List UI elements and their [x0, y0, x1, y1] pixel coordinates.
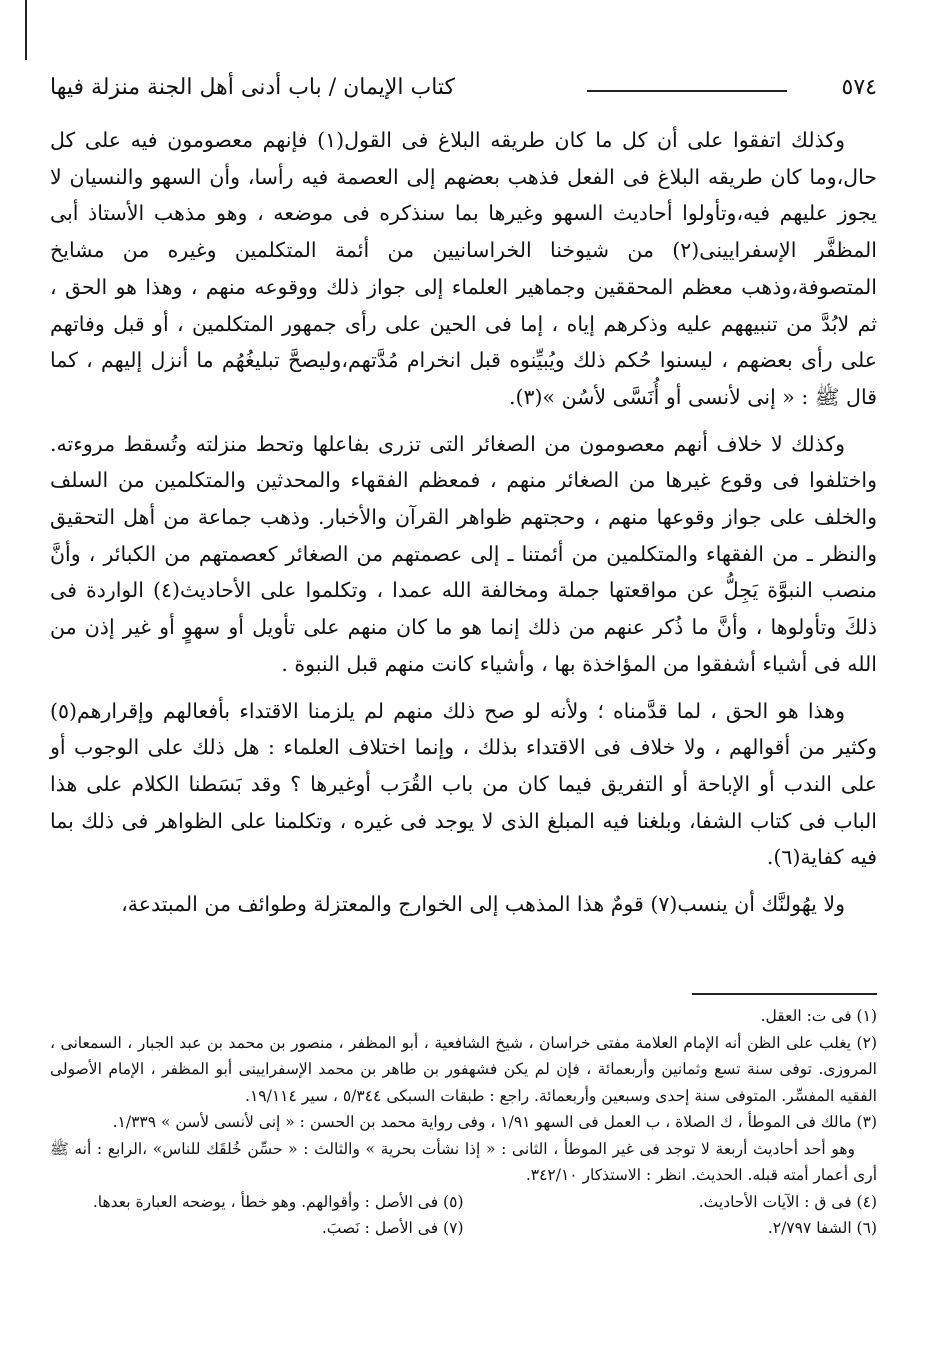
- main-text: [50, 122, 877, 933]
- footnote-1: (١) فى ت: العقل.: [760, 1007, 877, 1025]
- footnote-3: (٣) مالك فى الموطأ ، ك الصلاة ، ب العمل فى السهو ١/٩١ ، وفى رواية محمد بن الحسن : « إنى لأنسى لأسن » ١/٣٣٩.: [112, 1113, 877, 1131]
- footnote-2: (٢) يغلب على الظن أنه الإمام العلامة مفتى خراسان ، شيخ الشافعية ، أبو المظفر ، منصور بن محمد بن عبد الجبار ، السمعانى ، المروزى. توفى سنة تسع وثمانين وأربعمائة ، فإن لم يكن فشهفور بن طاهر بن محمد الإسفرايينى أبو المظفر ، الإمام الأصولى الفقيه المفسِّر. المتوفى سنة إحدى وسبعين وأربعمائة. راجع : طبقات السبكى ٥/٣٤٤ ، سير ١٩/١١٤.: [50, 1033, 877, 1105]
- footnote-row: [50, 1189, 877, 1216]
- footnote-separator: [692, 993, 877, 995]
- paragraph: وهذا هو الحق ، لما قدَّمناه ؛ ولأنه لو صح ذلك منهم لم يلزمنا الاقتداء بأفعالهم وإقرارهم(٥) وكثير من أقوالهم ، ولا خلاف فى الاقتداء بذلك ، وإنما اختلاف العلماء : هل ذلك على الوجوب أو على الندب أو الإباحة أو التفريق فيما كان من باب القُرَب أوغيرها ؟ وقد بَسَطنا الكلام على هذا الباب فى كتاب الشفا، وبلغنا فيه المبلغ الذى لا يوجد فى غيره ، وتكلمنا على الظواهر فى ذلك بما فيه كفاية(٦).: [50, 698, 877, 870]
- paragraph: وكذلك لا خلاف أنهم معصومون من الصغائر التى تزرى بفاعلها وتحط منزلته وتُسقط مروءته. واختلفوا فى وقوع غيرها من الصغائر منهم ، فمعظم الفقهاء والمحدثين والمتكلمين من السلف والخلف على جواز وقوعها منهم ، وحجتهم ظواهر القرآن والأخبار. وذهب جماعة من أهل التحقيق والنظر ـ من الفقهاء والمتكلمين من أئمتنا ـ إلى عصمتهم من الصغائر كعصمتهم من الكبائر ، وأنَّ منصب النبوَّة يَجِلُّ عن مواقعتها جملة ومخالفة الله عمدا ، وتكلموا على الأحاديث(٤) الواردة فى ذلكَ وتأولوها ، وأنَّ ما ذُكر عنهم من ذلك إنما هو ما كان منهم على تأويل أو سهوٍ أو غير إذن من الله فى أشياء أشفقوا من المؤاخذة بها ، وأشياء كانت منهم قبل النبوة .: [50, 431, 877, 676]
- binding-edge-line: [25, 0, 27, 60]
- paragraph: ولا يهُولنَّك أن ينسب(٧) قومٌ هذا المذهب إلى الخوارج والمعتزلة وطوائف من المبتدعة،: [121, 892, 845, 917]
- footnote-3-continuation: وهو أحد أحاديث أربعة لا توجد فى غير الموطأ ، الثانى : « إذا نشأت بحرية » والثالث : « حسِّن خُلقَك للناس» ،الرابع : أنه ﷺ أرى أعمار أمته قبله. الحديث. انظر : الاستذكار ٣٤٢/١٠.: [50, 1139, 877, 1184]
- page-number: ٥٧٤: [841, 75, 877, 100]
- header-rule: [587, 90, 787, 92]
- footnotes: [50, 1003, 877, 1242]
- footnote-row: [50, 1215, 877, 1242]
- footnote-6: (٦) الشفا ٢/٧٩٧.: [767, 1219, 877, 1237]
- footnote-4: (٤) فى ق : الآيات الأحاديث.: [698, 1192, 877, 1211]
- footnote-7: (٧) فى الأصل : نَصبَ.: [321, 1219, 464, 1237]
- footnote-5: (٥) فى الأصل : وأقوالهم. وهو خطأ ، يوضحه العبارة بعدها.: [92, 1192, 464, 1211]
- paragraph: وكذلك اتفقوا على أن كل ما كان طريقه البلاغ فى القول(١) فإنهم معصومون فيه على كل حال،وما كان طريقه البلاغ فى الفعل فذهب بعضهم إلى العصمة فيه رأسا، وأن السهو والنسيان لا يجوز عليهم فيه،وتأولوا أحاديث السهو وغيرها بما سنذكره فى موضعه ، وهو مذهب الأستاذ أبى المظفَّر الإسفرايينى(٢) من شيوخنا الخراسانيين من أئمة المتكلمين وغيره من مشايخ المتصوفة،وذهب معظم المحققين وجماهير العلماء إلى جواز ذلك ووقوعه منهم ، وهذا هو الحق ، ثم لابُدَّ من تنبيههم عليه وذكرهم إياه ، إما فى الحين على رأى جمهور المتكلمين ، أو قبل وفاتهم على رأى بعضهم ، ليسنوا حُكم ذلك ويُبيِّنوه قبل انخرام مُدَّتهم،وليصحَّ تبليغُهُم ما أنزل إليهم ، كما قال ﷺ : « إنى لأنسى أو أُنَسَّى لأسُن »(٣).: [50, 128, 877, 409]
- page-header: [50, 70, 877, 106]
- running-head: كتاب الإيمان / باب أدنى أهل الجنة منزلة فيها: [50, 75, 456, 100]
